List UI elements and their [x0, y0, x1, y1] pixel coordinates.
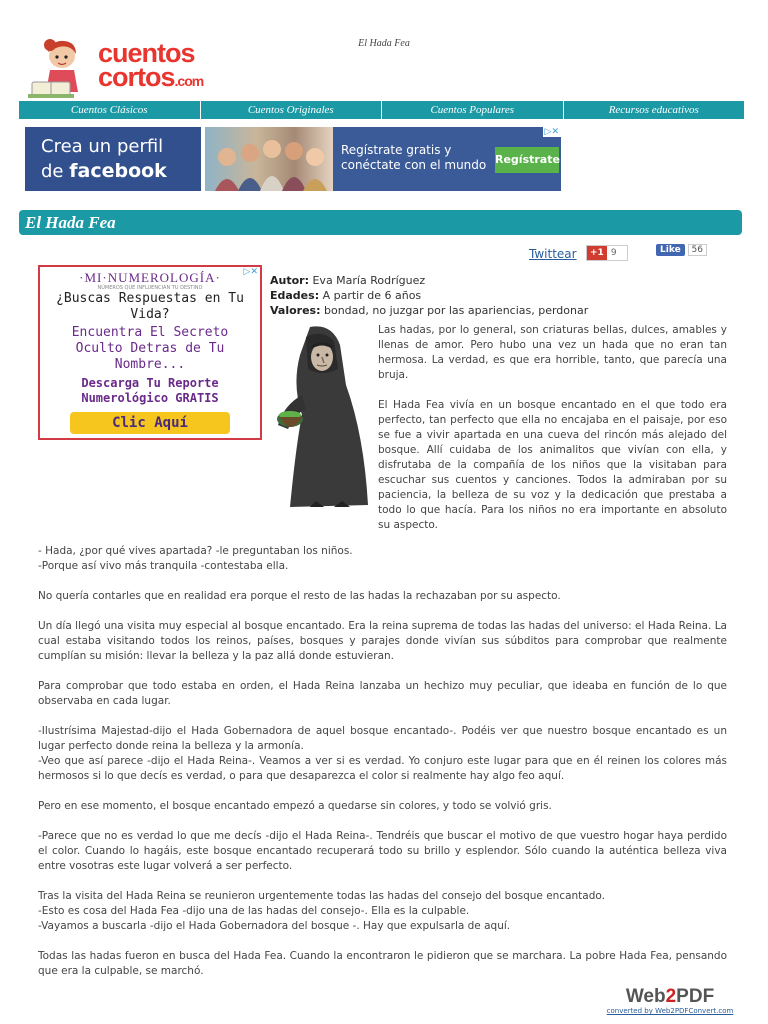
story-line: -Ilustrísima Majestad-dijo el Hada Gobernadora de aquel bosque encantado-. Podéis ver que nuestro bosque encantado es un lugar perfecto donde reina la belleza y la armonía. [38, 725, 727, 752]
ad-right-line1: Regístrate gratis y [341, 143, 452, 157]
numerologia-question-1: ¿Buscas Respuestas en Tu [56, 291, 244, 306]
nav-item-recursos-educativos[interactable]: Recursos educativos [608, 104, 699, 116]
numerologia-tagline: NÚMEROS QUE INFLUENCIAN TU DESTINO [97, 285, 203, 291]
nav-item-cuentos-populares[interactable]: Cuentos Populares [382, 101, 564, 119]
numerologia-secret-1: Encuentra El Secreto [71, 325, 229, 340]
logo-suffix: .com [174, 73, 204, 89]
ad-right-panel [333, 127, 561, 191]
story-meta [270, 273, 588, 318]
story-line: No quería contarles que en realidad era porque el resto de las hadas la rechazaban por su aspecto. [38, 590, 561, 602]
meta-values-value: bondad, no juzgar por las apariencias, perdonar [324, 304, 589, 317]
web2pdf-suffix: PDF [676, 986, 715, 1007]
ad-left-line2-prefix: de [41, 161, 70, 182]
clic-aqui-button[interactable]: Clic Aquí [70, 412, 230, 434]
gplus-button[interactable] [586, 245, 628, 261]
logo-text-cortos [98, 64, 203, 95]
gplus-label: +1 [587, 246, 607, 260]
story-line: -Veo que así parece -dijo el Hada Reina-. Veamos a ver si es verdad. Yo conjuro este lugar para que en él reinen los colores más hermosos si lo que decís es verdad, o para que desaparezca el color si realmente hay algo feo aquí. [38, 755, 727, 782]
ad-photo [205, 127, 333, 191]
story-paragraph [38, 724, 727, 784]
adchoices-icon[interactable]: ▷✕ [243, 267, 258, 277]
story-line: Pero en ese momento, el bosque encantado empezó a quedarse sin colores, y todo se volvió gris. [38, 800, 552, 812]
story-paragraph [38, 829, 727, 874]
numerologia-secret-3: Nombre... [114, 357, 186, 372]
story-paragraph [38, 679, 727, 709]
story-paragraph [38, 619, 727, 664]
meta-values [270, 303, 588, 318]
story-line: -Porque así vivo más tranquila -contestaba ella. [38, 560, 289, 572]
numerologia-secret-2: Oculto Detras de Tu [75, 341, 225, 356]
adchoices-icon[interactable]: ▷✕ [544, 127, 559, 137]
web2pdf-converted-link[interactable]: converted by Web2PDFConvert.com [606, 1007, 734, 1015]
story-paragraph [38, 544, 727, 574]
meta-author [270, 273, 588, 288]
meta-ages-value: A partir de 6 años [322, 289, 422, 302]
intro-paragraph: Las hadas, por lo general, son criaturas bellas, dulces, amables y llenas de amor. Pero hubo una vez un hada que no eran tan hermosa. La verdad, es que era horrible, tanto, que parecía una bruja. [378, 324, 727, 381]
story-paragraph [38, 889, 727, 934]
numerologia-download-1: Descarga Tu Reporte [81, 376, 219, 390]
tweet-button[interactable]: Twittear [529, 247, 577, 261]
fb-like-label: Like [656, 244, 685, 256]
story-intro [378, 323, 727, 548]
story-line: Todas las hadas fueron en busca del Hada Fea. Cuando la encontraron le pidieron que se marchara. La pobre Hada Fea, pensando que era la culpable, se marchó. [38, 950, 727, 977]
hooded-fairy-icon [272, 325, 372, 510]
numerologia-download [40, 376, 260, 406]
story-body [38, 544, 727, 994]
ugly-fairy-illustration [272, 325, 372, 510]
meta-author-label: Autor: [270, 274, 309, 287]
page-title: El Hada Fea [358, 38, 410, 49]
facebook-like-button[interactable] [656, 244, 707, 256]
ad-left-line2 [41, 160, 167, 182]
ad-left-line1: Crea un perfil [41, 136, 164, 157]
section-title-bar [19, 210, 742, 235]
story-line: Un día llegó una visita muy especial al bosque encantado. Era la reina suprema de todas las hadas del universo: el Hada Reina. La cual estaba visitando todos los reinos, países, bosques y parajes donde vivían sus súbditos para comprobar que realmente cumplían su misión: llevar la belleza y la paz allá donde estuvieran. [38, 620, 727, 662]
story-line: Tras la visita del Hada Reina se reunieron urgentemente todas las hadas del consejo del bosque encantado. [38, 890, 605, 902]
section-title: El Hada Fea [25, 213, 116, 232]
meta-values-label: Valores: [270, 304, 321, 317]
girl-reading-icon [26, 36, 96, 102]
numerologia-secret [40, 325, 260, 373]
ad-right-line2: conéctate con el mundo [341, 158, 487, 172]
nav-item-cuentos-clasicos[interactable]: Cuentos Clásicos [19, 101, 201, 119]
story-paragraph [38, 589, 727, 604]
fb-like-count: 56 [688, 244, 707, 256]
site-logo[interactable] [26, 36, 226, 102]
main-nav [19, 101, 744, 119]
numerologia-ad[interactable] [38, 265, 262, 440]
meta-ages-label: Edades: [270, 289, 320, 302]
story-paragraph [38, 949, 727, 979]
facebook-ad-banner[interactable] [25, 127, 561, 191]
story-line: -Parece que no es verdad lo que me decís -dijo el Hada Reina-. Tendréis que buscar el motivo de que vuestro hogar haya perdido el color. Cuando lo hagáis, este bosque encantado recuperará todo su brillo y esplendor. Sólo cuando la auténtica belleza viva entre vosotras este lugar volverá a ser perfecto. [38, 830, 727, 872]
web2pdf-logo [599, 987, 741, 1007]
intro-paragraph: El Hada Fea vivía en un bosque encantado en el que todo era perfecto, tan perfecto que ella no encajaba en el paisaje, por eso se fue a vivir apartada en una cueva del rincón más alejado del bosque. Allí cuidaba de los animalitos que vivían con ella, y disfrutaba de la compañía de los niños que la visitaban para escuchar sus cuentos y canciones. Todos la admiraban por su paciencia, la belleza de su voz y la dedicación que prestaba a todo lo que hacía. Para los niños no era importante en absoluto su aspecto. [378, 399, 727, 531]
ad-left-brand: facebook [69, 160, 167, 182]
story-line: - Hada, ¿por qué vives apartada? -le preguntaban los niños. [38, 545, 353, 557]
meta-ages [270, 288, 588, 303]
numerologia-download-2: Numerológico GRATIS [81, 391, 219, 405]
web2pdf-num: 2 [665, 986, 677, 1007]
meta-author-value: Eva María Rodríguez [312, 274, 426, 287]
story-line: Para comprobar que todo estaba en orden, el Hada Reina lanzaba un hechizo muy peculiar, que ideaba en función de lo que observaba en cada lugar. [38, 680, 727, 707]
nav-item-cuentos-originales[interactable]: Cuentos Originales [201, 101, 383, 119]
story-line: -Esto es cosa del Hada Fea -dijo una de las hadas del consejo-. Ella es la culpable. [38, 905, 470, 917]
web2pdf-badge[interactable] [599, 987, 741, 1017]
web2pdf-prefix: Web [625, 986, 666, 1007]
register-button[interactable]: Regístrate [495, 147, 559, 173]
logo-text-cortos-word: cortos [98, 62, 175, 92]
numerologia-question-2: Vida? [130, 307, 170, 322]
ad-left-panel [25, 127, 201, 191]
story-line: -Vayamos a buscarla -dijo el Hada Gobernadora del bosque -. Hay que expulsarla de aquí. [38, 920, 511, 932]
numerologia-question [40, 291, 260, 323]
ad-right-text [341, 143, 486, 173]
group-photo-icon [205, 127, 333, 191]
numerologia-brand: ·MI·NUMEROLOGÍA· [79, 270, 221, 285]
logo-text-cuentos: cuentos [98, 38, 195, 68]
story-paragraph [38, 799, 727, 814]
gplus-count: 9 [610, 248, 617, 258]
